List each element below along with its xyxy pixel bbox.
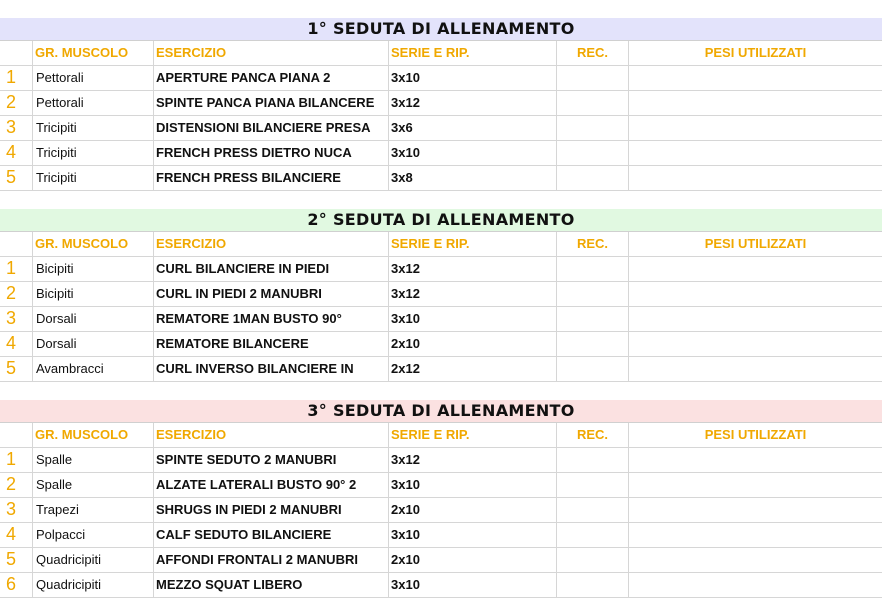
row-number: 1 bbox=[0, 66, 33, 90]
rest-cell[interactable] bbox=[557, 523, 629, 547]
muscle-cell[interactable]: Pettorali bbox=[33, 91, 154, 115]
muscle-cell[interactable]: Tricipiti bbox=[33, 116, 154, 140]
sets-cell[interactable]: 3x10 bbox=[389, 523, 557, 547]
section-3 bbox=[0, 400, 882, 598]
section-title: 2° SEDUTA DI ALLENAMENTO bbox=[0, 209, 882, 232]
muscle-cell[interactable]: Quadricipiti bbox=[33, 573, 154, 597]
header-num bbox=[0, 423, 33, 447]
row-number: 4 bbox=[0, 332, 33, 356]
row-number: 1 bbox=[0, 448, 33, 472]
rest-cell[interactable] bbox=[557, 357, 629, 381]
weights-cell[interactable] bbox=[629, 448, 882, 472]
exercise-cell[interactable]: SPINTE PANCA PIANA BILANCERE bbox=[154, 91, 389, 115]
sets-cell[interactable]: 3x12 bbox=[389, 282, 557, 306]
row-number: 3 bbox=[0, 498, 33, 522]
muscle-cell[interactable]: Pettorali bbox=[33, 66, 154, 90]
rest-cell[interactable] bbox=[557, 332, 629, 356]
header-weights: PESI UTILIZZATI bbox=[704, 45, 807, 60]
table-row bbox=[0, 448, 882, 473]
weights-cell[interactable] bbox=[629, 66, 882, 90]
rest-cell[interactable] bbox=[557, 66, 629, 90]
table-row bbox=[0, 141, 882, 166]
sets-cell[interactable]: 2x10 bbox=[389, 498, 557, 522]
header-rest: REC. bbox=[557, 41, 629, 65]
weights-cell[interactable] bbox=[629, 332, 882, 356]
sets-cell[interactable]: 3x10 bbox=[389, 66, 557, 90]
rest-cell[interactable] bbox=[557, 448, 629, 472]
sets-cell[interactable]: 3x8 bbox=[389, 166, 557, 190]
header-muscle: GR. MUSCOLO bbox=[33, 423, 154, 447]
exercise-cell[interactable]: FRENCH PRESS DIETRO NUCA bbox=[154, 141, 389, 165]
row-number: 4 bbox=[0, 523, 33, 547]
muscle-cell[interactable]: Avambracci bbox=[33, 357, 154, 381]
muscle-cell[interactable]: Polpacci bbox=[33, 523, 154, 547]
row-number: 4 bbox=[0, 141, 33, 165]
sets-cell[interactable]: 3x12 bbox=[389, 257, 557, 281]
rest-cell[interactable] bbox=[557, 257, 629, 281]
sets-cell[interactable]: 3x10 bbox=[389, 573, 557, 597]
sets-cell[interactable]: 3x10 bbox=[389, 473, 557, 497]
muscle-cell[interactable]: Trapezi bbox=[33, 498, 154, 522]
section-2 bbox=[0, 209, 882, 382]
table-row bbox=[0, 548, 882, 573]
muscle-cell[interactable]: Dorsali bbox=[33, 332, 154, 356]
rest-cell[interactable] bbox=[557, 282, 629, 306]
row-number: 1 bbox=[0, 257, 33, 281]
table-row bbox=[0, 307, 882, 332]
rest-cell[interactable] bbox=[557, 548, 629, 572]
weights-cell[interactable] bbox=[629, 573, 882, 597]
row-number: 2 bbox=[0, 91, 33, 115]
exercise-cell[interactable]: CURL BILANCIERE IN PIEDI bbox=[154, 257, 389, 281]
row-number: 3 bbox=[0, 116, 33, 140]
weights-cell[interactable] bbox=[629, 141, 882, 165]
weights-cell[interactable] bbox=[629, 91, 882, 115]
header-row bbox=[0, 232, 882, 257]
row-number: 2 bbox=[0, 473, 33, 497]
header-sets: SERIE E RIP. bbox=[389, 41, 557, 65]
exercise-cell[interactable]: DISTENSIONI BILANCIERE PRESA bbox=[154, 116, 389, 140]
header-rest: REC. bbox=[557, 232, 629, 256]
header-muscle: GR. MUSCOLO bbox=[33, 232, 154, 256]
header-row bbox=[0, 41, 882, 66]
row-number: 5 bbox=[0, 548, 33, 572]
exercise-cell[interactable]: FRENCH PRESS BILANCIERE bbox=[154, 166, 389, 190]
rest-cell[interactable] bbox=[557, 573, 629, 597]
sets-cell[interactable]: 2x10 bbox=[389, 332, 557, 356]
header-sets: SERIE E RIP. bbox=[389, 423, 557, 447]
header-weights: PESI UTILIZZATI bbox=[704, 236, 807, 251]
exercise-cell[interactable]: SHRUGS IN PIEDI 2 MANUBRI bbox=[154, 498, 389, 522]
section-title: 3° SEDUTA DI ALLENAMENTO bbox=[0, 400, 882, 423]
table-row bbox=[0, 573, 882, 598]
weights-cell[interactable] bbox=[629, 166, 882, 190]
table-row bbox=[0, 166, 882, 191]
exercise-cell[interactable]: REMATORE 1MAN BUSTO 90° bbox=[154, 307, 389, 331]
weights-cell[interactable] bbox=[629, 307, 882, 331]
table-row bbox=[0, 282, 882, 307]
row-number: 5 bbox=[0, 166, 33, 190]
header-exercise: ESERCIZIO bbox=[154, 423, 389, 447]
table-row bbox=[0, 498, 882, 523]
sets-cell[interactable]: 2x10 bbox=[389, 548, 557, 572]
muscle-cell[interactable]: Tricipiti bbox=[33, 141, 154, 165]
row-number: 3 bbox=[0, 307, 33, 331]
weights-cell[interactable] bbox=[629, 116, 882, 140]
header-exercise: ESERCIZIO bbox=[154, 41, 389, 65]
muscle-cell[interactable]: Spalle bbox=[33, 448, 154, 472]
rest-cell[interactable] bbox=[557, 166, 629, 190]
rest-cell[interactable] bbox=[557, 473, 629, 497]
sets-cell[interactable]: 3x6 bbox=[389, 116, 557, 140]
table-row bbox=[0, 116, 882, 141]
weights-cell[interactable] bbox=[629, 257, 882, 281]
sets-cell[interactable]: 2x12 bbox=[389, 357, 557, 381]
header-muscle: GR. MUSCOLO bbox=[33, 41, 154, 65]
exercise-cell[interactable]: CURL INVERSO BILANCIERE IN bbox=[154, 357, 389, 381]
exercise-cell[interactable]: AFFONDI FRONTALI 2 MANUBRI bbox=[154, 548, 389, 572]
muscle-cell[interactable]: Tricipiti bbox=[33, 166, 154, 190]
table-row bbox=[0, 332, 882, 357]
header-weights: PESI UTILIZZATI bbox=[704, 427, 807, 442]
weights-cell[interactable] bbox=[629, 498, 882, 522]
section-title: 1° SEDUTA DI ALLENAMENTO bbox=[0, 18, 882, 41]
weights-cell[interactable] bbox=[629, 357, 882, 381]
table-row bbox=[0, 91, 882, 116]
exercise-cell[interactable]: REMATORE BILANCERE bbox=[154, 332, 389, 356]
rest-cell[interactable] bbox=[557, 141, 629, 165]
header-sets: SERIE E RIP. bbox=[389, 232, 557, 256]
table-row bbox=[0, 66, 882, 91]
weights-cell[interactable] bbox=[629, 473, 882, 497]
exercise-cell[interactable]: CURL IN PIEDI 2 MANUBRI bbox=[154, 282, 389, 306]
exercise-cell[interactable]: MEZZO SQUAT LIBERO bbox=[154, 573, 389, 597]
muscle-cell[interactable]: Bicipiti bbox=[33, 282, 154, 306]
header-num bbox=[0, 232, 33, 256]
muscle-cell[interactable]: Dorsali bbox=[33, 307, 154, 331]
muscle-cell[interactable]: Spalle bbox=[33, 473, 154, 497]
row-number: 2 bbox=[0, 282, 33, 306]
table-row bbox=[0, 357, 882, 382]
table-row bbox=[0, 473, 882, 498]
sets-cell[interactable]: 3x12 bbox=[389, 91, 557, 115]
table-row bbox=[0, 257, 882, 282]
header-num bbox=[0, 41, 33, 65]
header-row bbox=[0, 423, 882, 448]
muscle-cell[interactable]: Quadricipiti bbox=[33, 548, 154, 572]
weights-cell[interactable] bbox=[629, 282, 882, 306]
rest-cell[interactable] bbox=[557, 307, 629, 331]
weights-cell[interactable] bbox=[629, 548, 882, 572]
sets-cell[interactable]: 3x12 bbox=[389, 448, 557, 472]
exercise-cell[interactable]: CALF SEDUTO BILANCIERE bbox=[154, 523, 389, 547]
sets-cell[interactable]: 3x10 bbox=[389, 307, 557, 331]
rest-cell[interactable] bbox=[557, 91, 629, 115]
exercise-cell[interactable]: SPINTE SEDUTO 2 MANUBRI bbox=[154, 448, 389, 472]
rest-cell[interactable] bbox=[557, 116, 629, 140]
header-exercise: ESERCIZIO bbox=[154, 232, 389, 256]
muscle-cell[interactable]: Bicipiti bbox=[33, 257, 154, 281]
weights-cell[interactable] bbox=[629, 523, 882, 547]
table-row bbox=[0, 523, 882, 548]
exercise-cell[interactable]: ALZATE LATERALI BUSTO 90° 2 bbox=[154, 473, 389, 497]
rest-cell[interactable] bbox=[557, 498, 629, 522]
header-rest: REC. bbox=[557, 423, 629, 447]
row-number: 6 bbox=[0, 573, 33, 597]
section-1 bbox=[0, 18, 882, 191]
row-number: 5 bbox=[0, 357, 33, 381]
sets-cell[interactable]: 3x10 bbox=[389, 141, 557, 165]
exercise-cell[interactable]: APERTURE PANCA PIANA 2 bbox=[154, 66, 389, 90]
